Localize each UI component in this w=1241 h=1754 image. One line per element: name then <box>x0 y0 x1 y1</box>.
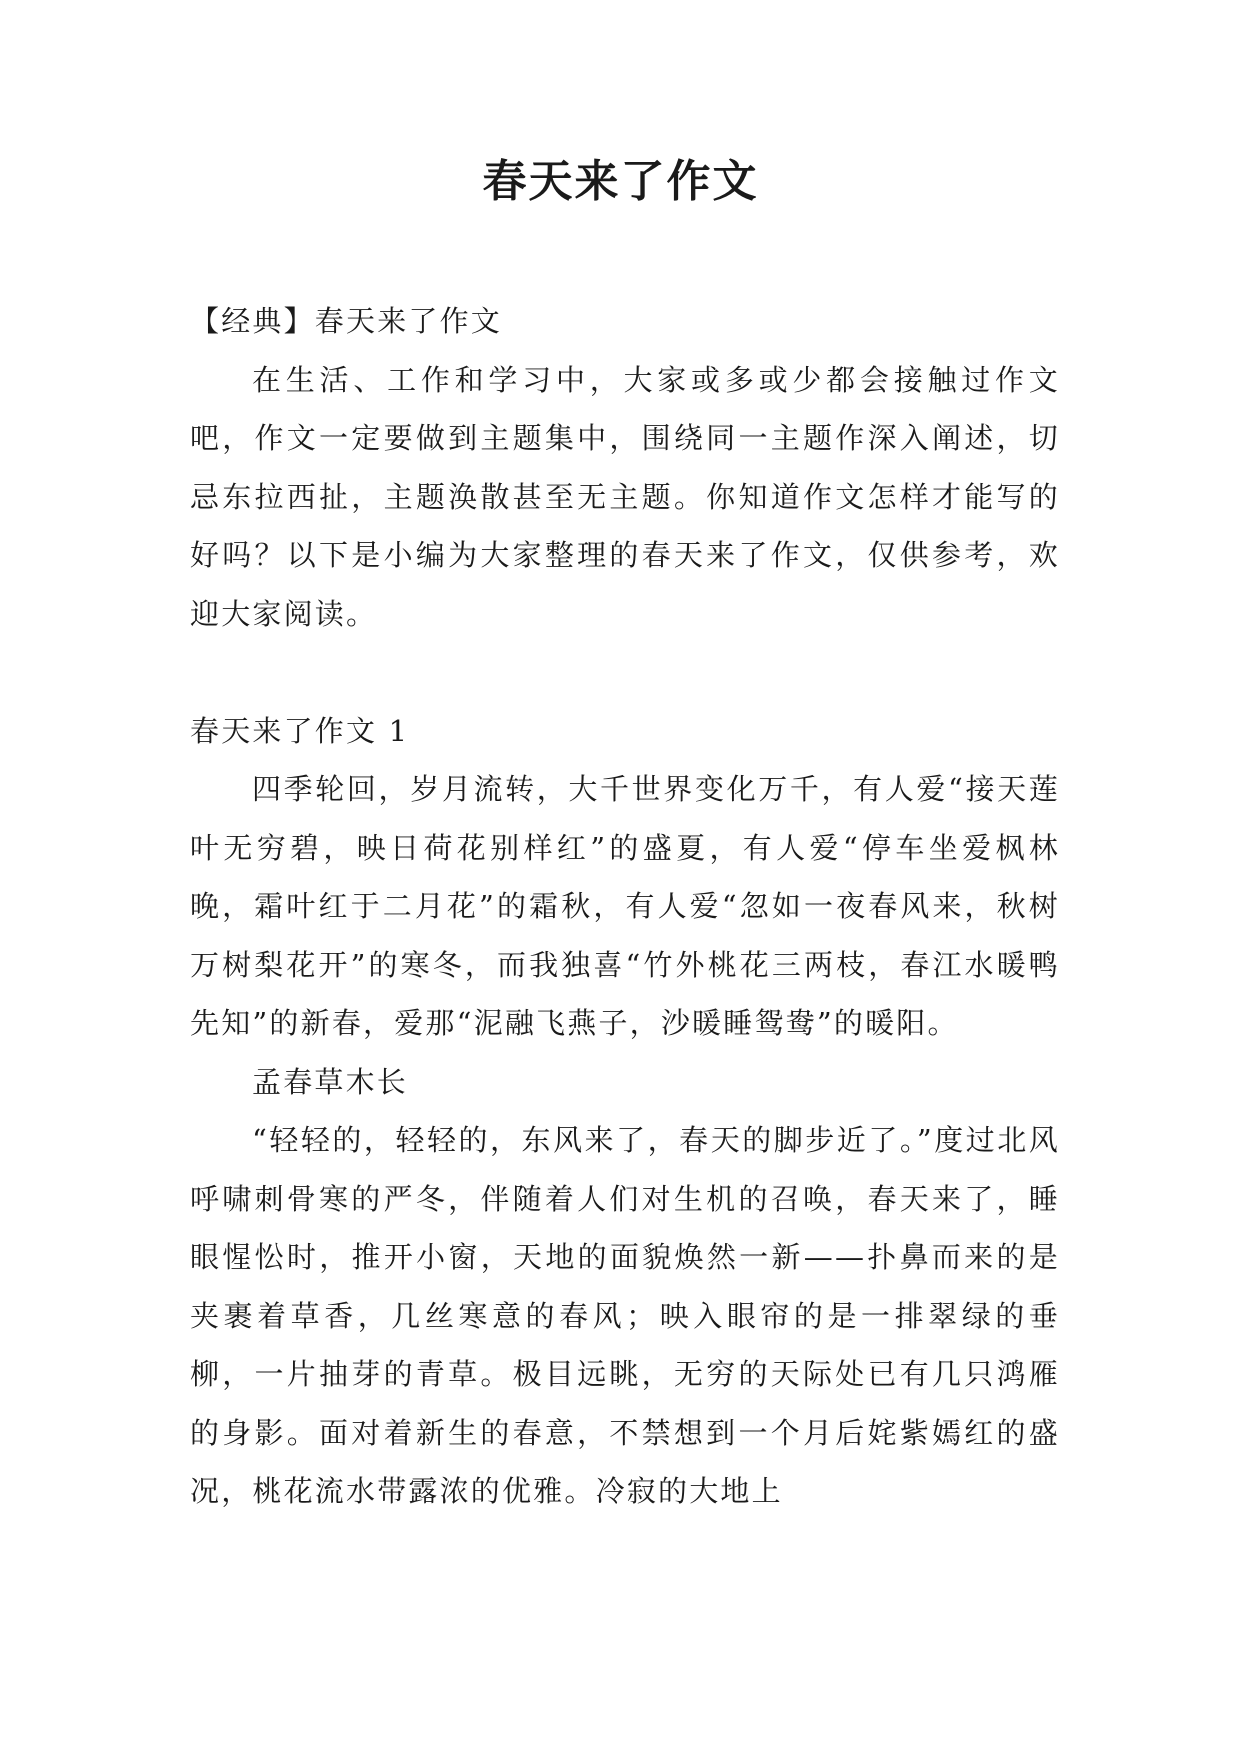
document-subtitle: 【经典】春天来了作文 <box>190 304 503 338</box>
subheading-paragraph: 孟春草木长 <box>252 1064 409 1099</box>
document-body <box>190 292 1060 1521</box>
section-heading: 春天来了作文 1 <box>190 713 410 748</box>
intro-paragraph: 在生活、工作和学习中，大家或多或少都会接触过作文吧，作文一定要做到主题集中，围绕同一主题作深入阐述，切忌东拉西扯，主题涣散甚至无主题。你知道作文怎样才能写的好吗？以下是小编为大家整理的春天来了作文，仅供参考，欢迎大家阅读。 <box>190 362 1060 631</box>
paragraph-spacer <box>190 643 1060 702</box>
body-paragraph: 四季轮回，岁月流转，大千世界变化万千，有人爱“接天莲叶无穷碧，映日荷花别样红”的盛夏，有人爱“停车坐爱枫林晚，霜叶红于二月花”的霜秋，有人爱“忽如一夜春风来，秋树万树梨花开”的寒冬，而我独喜“竹外桃花三两枝，春江水暖鸭先知”的新春，爱那“泥融飞燕子，沙暖睡鸳鸯”的暖阳。 <box>190 772 1060 1040</box>
body-paragraph: “轻轻的，轻轻的，东风来了，春天的脚步近了。”度过北风呼啸刺骨寒的严冬，伴随着人们对生机的召唤，春天来了，睡眼惺忪时，推开小窗，天地的面貌焕然一新——扑鼻而来的是夹裹着草香，几丝寒意的春风；映入眼帘的是一排翠绿的垂柳，一片抽芽的青草。极目远眺，无穷的天际处已有几只鸿雁的身影。面对着新生的春意，不禁想到一个月后姹紫嫣红的盛况，桃花流水带露浓的优雅。冷寂的大地上 <box>190 1123 1060 1508</box>
document-title: 春天来了作文 <box>482 156 759 207</box>
